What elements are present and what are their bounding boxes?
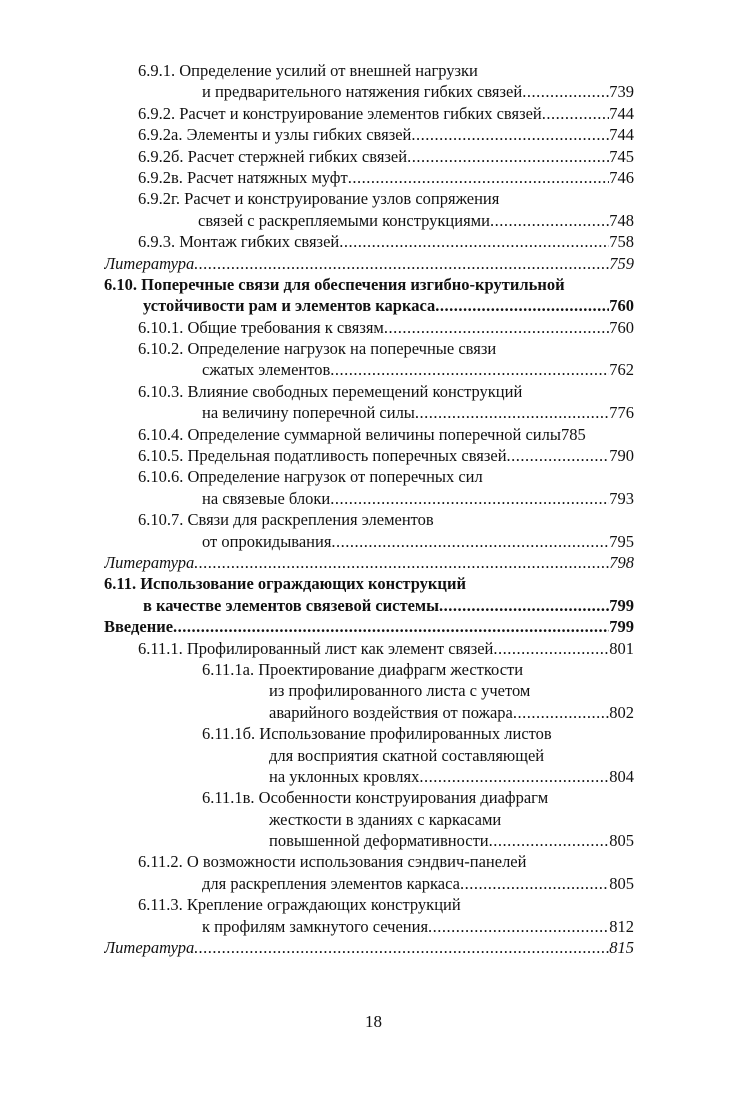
toc-entry-page: 805 xyxy=(609,873,634,893)
toc-entry-title: Литература xyxy=(104,253,195,273)
toc-entry-title: связей с раскрепляемыми конструкциями xyxy=(198,210,490,230)
toc-entry xyxy=(0,745,747,766)
toc-leader-dots xyxy=(348,167,610,188)
toc-entry-line xyxy=(104,552,634,573)
toc-entry xyxy=(0,616,747,637)
toc-entry-title: от опрокидывания xyxy=(202,531,332,551)
toc-entry xyxy=(0,253,747,274)
toc-entry xyxy=(0,167,747,188)
toc-entry-title: 6.11. Использование ограждающих конструкций xyxy=(104,574,466,594)
toc-entry-title: устойчивости рам и элементов каркаса xyxy=(143,296,436,316)
toc-entry xyxy=(0,873,747,894)
toc-entry-page: 739 xyxy=(609,82,634,102)
page-number: 18 xyxy=(365,1012,382,1031)
toc-entry-page: 776 xyxy=(609,403,634,423)
toc-entry-title: 6.11.1в. Особенности конструирования диафрагм xyxy=(202,788,549,808)
toc-leader-dots xyxy=(489,830,610,851)
toc-entry-line xyxy=(202,531,634,552)
toc-entry-title: Литература xyxy=(104,938,195,958)
toc-entry-page: 748 xyxy=(609,210,634,230)
toc-entry-title: сжатых элементов xyxy=(202,360,331,380)
toc-entry xyxy=(0,488,747,509)
toc-entry-title: 6.10.2. Определение нагрузок на поперечные связи xyxy=(138,339,497,359)
toc-entry-page: 801 xyxy=(609,638,634,658)
toc-entry xyxy=(0,595,747,616)
toc-entry-line xyxy=(202,81,634,102)
toc-entry xyxy=(0,723,747,744)
toc-entry-title: 6.10.4. Определение суммарной величины поперечной силы xyxy=(138,424,561,444)
toc-entry-title: 6.11.3. Крепление ограждающих конструкций xyxy=(138,895,461,915)
toc-entry-line xyxy=(202,488,634,509)
toc-entry-page: 745 xyxy=(609,146,634,166)
toc-entry-page: 802 xyxy=(609,702,634,722)
toc-entry-title: 6.11.2. О возможности использования сэндвич-панелей xyxy=(138,852,527,872)
toc-entry-title: 6.10.3. Влияние свободных перемещений конструкций xyxy=(138,381,523,401)
toc-entry-title: к профилям замкнутого сечения xyxy=(202,916,429,936)
toc-entry xyxy=(0,937,747,958)
toc-entry-title: 6.9.3. Монтаж гибких связей xyxy=(138,232,340,252)
toc-entry xyxy=(0,381,747,402)
toc-entry-title: в качестве элементов связевой системы xyxy=(143,595,440,615)
toc-entry-title: 6.9.2г. Расчет и конструирование узлов сопряжения xyxy=(138,189,500,209)
toc-entry-title: 6.10.7. Связи для раскрепления элементов xyxy=(138,510,434,530)
toc-entry-page: 799 xyxy=(609,595,634,615)
toc-entry-title: 6.11.1б. Использование профилированных листов xyxy=(202,724,552,744)
toc-leader-dots xyxy=(407,146,609,167)
toc-entry-title: 6.10. Поперечные связи для обеспечения изгибно-крутильной xyxy=(104,274,565,294)
toc-entry-title: 6.10.1. Общие требования к связям xyxy=(138,317,384,337)
toc-leader-dots xyxy=(173,616,609,637)
toc-leader-dots xyxy=(194,552,609,573)
toc-entry xyxy=(0,894,747,915)
toc-leader-dots xyxy=(330,359,609,380)
toc-entry-line xyxy=(138,638,634,659)
toc-entry xyxy=(0,809,747,830)
toc-entry-line xyxy=(143,295,634,316)
toc-entry xyxy=(0,338,747,359)
toc-entry-title: Литература xyxy=(104,552,195,572)
toc-entry-page: 785 xyxy=(560,424,586,444)
toc-leader-dots xyxy=(435,295,609,316)
toc-entry-title: 6.10.5. Предельная податливость поперечных связей xyxy=(138,446,507,466)
toc-entry xyxy=(0,231,747,252)
toc-entry-line xyxy=(269,702,634,723)
toc-entry-line xyxy=(138,146,634,167)
toc-entry-page: 744 xyxy=(609,125,634,145)
toc-entry-page: 805 xyxy=(609,831,634,851)
toc-entry xyxy=(0,274,747,295)
toc-entry-line xyxy=(104,616,634,637)
toc-entry-title: 6.9.1. Определение усилий от внешней нагрузки xyxy=(138,61,478,80)
toc-leader-dots xyxy=(415,402,609,423)
toc-leader-dots xyxy=(507,445,610,466)
toc-entry-page: 760 xyxy=(609,296,634,316)
toc-entry-page: 798 xyxy=(609,552,634,572)
toc-entry-page: 746 xyxy=(609,167,634,187)
toc-entry-page: 793 xyxy=(609,488,634,508)
toc-entry-title: повышенной деформативности xyxy=(269,831,489,851)
toc-entry xyxy=(0,445,747,466)
toc-entry-line xyxy=(202,916,634,937)
toc-entry xyxy=(0,787,747,808)
toc-entry-title: 6.11.1а. Проектирование диафрагм жесткости xyxy=(202,659,524,679)
toc-entry xyxy=(0,766,747,787)
toc-entry-title: 6.9.2а. Элементы и узлы гибких связей xyxy=(138,125,412,145)
toc-entry xyxy=(0,916,747,937)
toc-entry-line xyxy=(138,103,634,124)
toc-entry-page: 815 xyxy=(609,938,634,958)
toc-leader-dots xyxy=(428,916,609,937)
toc-leader-dots xyxy=(490,210,609,231)
toc-entry xyxy=(0,146,747,167)
toc-entry xyxy=(0,552,747,573)
toc-entry xyxy=(0,124,747,145)
toc-entry xyxy=(0,188,747,209)
toc-entry xyxy=(0,659,747,680)
toc-entry-page: 744 xyxy=(609,103,634,123)
toc-entry-page: 759 xyxy=(609,253,634,273)
toc-entry-title: 6.9.2в. Расчет натяжных муфт xyxy=(138,167,348,187)
toc-leader-dots xyxy=(439,595,609,616)
toc-entry-line xyxy=(138,231,634,252)
toc-entry-title: 6.11.1. Профилированный лист как элемент связей xyxy=(138,638,494,658)
toc-entry xyxy=(0,638,747,659)
toc-entry xyxy=(0,830,747,851)
toc-entry xyxy=(0,466,747,487)
toc-entry-title: 6.10.6. Определение нагрузок от поперечных сил xyxy=(138,467,483,487)
toc-entry-line xyxy=(104,937,634,958)
toc-leader-dots xyxy=(460,873,609,894)
toc-entry xyxy=(0,573,747,594)
toc-entry xyxy=(0,60,747,81)
toc-leader-dots xyxy=(331,531,609,552)
toc-entry-page: 758 xyxy=(609,232,634,252)
toc-entry-title: Введение xyxy=(104,617,174,637)
toc-leader-dots xyxy=(194,253,609,274)
toc-entry-line xyxy=(143,595,634,616)
toc-entry xyxy=(0,103,747,124)
toc-entry-page: 812 xyxy=(609,916,634,936)
toc-entry-line xyxy=(198,210,634,231)
toc-entry xyxy=(0,210,747,231)
toc-entry xyxy=(0,509,747,530)
toc-entry-line xyxy=(202,873,634,894)
table-of-contents xyxy=(0,60,747,958)
toc-entry-title: на связевые блоки xyxy=(202,488,331,508)
toc-entry-page: 795 xyxy=(609,531,634,551)
toc-entry xyxy=(0,81,747,102)
toc-entry-line xyxy=(269,766,634,787)
toc-leader-dots xyxy=(542,103,610,124)
toc-entry xyxy=(0,424,747,445)
toc-entry-line xyxy=(138,445,634,466)
toc-entry-title: 6.9.2б. Расчет стержней гибких связей xyxy=(138,146,408,166)
toc-entry-line xyxy=(138,317,634,338)
toc-leader-dots xyxy=(411,124,609,145)
toc-entry xyxy=(0,317,747,338)
toc-leader-dots xyxy=(493,638,609,659)
toc-entry-line xyxy=(138,167,634,188)
toc-entry xyxy=(0,851,747,872)
toc-entry-page: 760 xyxy=(609,317,634,337)
toc-entry-title: и предварительного натяжения гибких связей xyxy=(202,82,523,102)
toc-leader-dots xyxy=(194,937,609,958)
toc-leader-dots xyxy=(419,766,609,787)
toc-entry-title: из профилированного листа с учетом xyxy=(269,681,531,701)
toc-entry-page: 799 xyxy=(609,617,634,637)
toc-entry xyxy=(0,531,747,552)
toc-entry xyxy=(0,702,747,723)
toc-entry xyxy=(0,359,747,380)
toc-entry-line xyxy=(104,253,634,274)
toc-entry xyxy=(0,402,747,423)
toc-entry-title: на величину поперечной силы xyxy=(202,403,415,423)
toc-entry-title: для раскрепления элементов каркаса xyxy=(202,873,460,893)
toc-leader-dots xyxy=(330,488,609,509)
toc-leader-dots xyxy=(339,231,609,252)
toc-entry-line xyxy=(138,124,634,145)
toc-entry-line xyxy=(202,359,634,380)
toc-leader-dots xyxy=(513,702,609,723)
toc-entry-page: 804 xyxy=(609,766,634,786)
toc-entry-page: 762 xyxy=(609,360,634,380)
toc-entry-page: 790 xyxy=(609,446,634,466)
toc-entry-line xyxy=(202,402,634,423)
toc-entry-title: жесткости в зданиях с каркасами xyxy=(269,809,502,829)
toc-leader-dots xyxy=(522,81,609,102)
toc-entry-title: 6.9.2. Расчет и конструирование элементов гибких связей xyxy=(138,103,542,123)
toc-entry-title: аварийного воздействия от пожара xyxy=(269,702,513,722)
toc-entry-title: на уклонных кровлях xyxy=(269,766,420,786)
toc-leader-dots xyxy=(384,317,609,338)
toc-entry-line xyxy=(269,830,634,851)
toc-entry xyxy=(0,295,747,316)
toc-entry-line xyxy=(138,424,634,445)
toc-entry xyxy=(0,680,747,701)
toc-entry-title: для восприятия скатной составляющей xyxy=(269,745,545,765)
